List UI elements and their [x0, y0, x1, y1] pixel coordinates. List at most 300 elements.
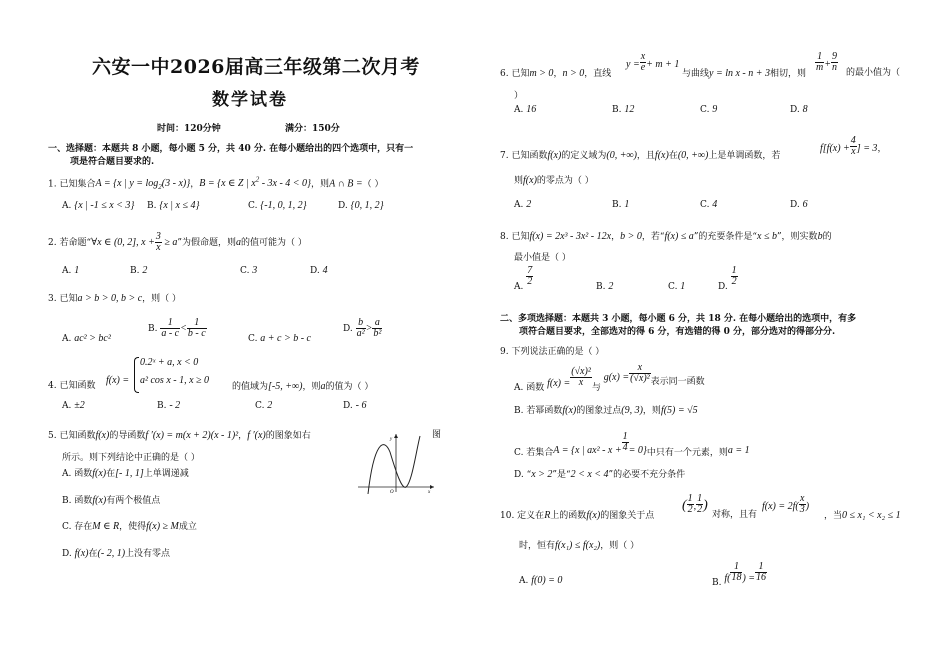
question-10 [500, 510, 654, 522]
q4-var: a [320, 381, 326, 392]
q5-option-a-post: 上单调递减 [143, 469, 189, 479]
q7-text-pre: 7. 已知函数 [500, 151, 548, 161]
q8-c2: x ≤ b [757, 231, 777, 242]
q9-option-d-label: D. “ [514, 470, 532, 480]
q6-line-y: y = [626, 59, 640, 70]
q2-text-pre: 2. 若命题“ [48, 238, 92, 248]
q1-set-b-sup: 2 [255, 176, 260, 184]
q6-line-post: + m + 1 [646, 59, 680, 70]
q8-option-b [596, 281, 613, 292]
q1-option-c [248, 200, 307, 211]
q6-plus: + [824, 59, 831, 70]
q10-fx: f(x) [586, 510, 601, 521]
q10-option-b-rd: 16 [756, 572, 767, 583]
q2-text-post: 的值可能为（ ） [240, 238, 307, 248]
q9-option-c-label: C. 若集合 [514, 448, 554, 458]
q1-set-a [95, 178, 191, 192]
question-6 [500, 68, 611, 80]
q5-tu: 图 [432, 430, 442, 440]
q1-option-c-label: C. [248, 201, 261, 211]
q2-option-c [240, 265, 257, 276]
exam-title: 六安一中2026届高三年级第二次月考 [92, 56, 420, 78]
q6-option-b-value: 12 [624, 104, 635, 115]
q10-option-b-frac [730, 562, 742, 583]
q6-option-d-value: 8 [802, 104, 808, 115]
q6-line2: ） [514, 91, 524, 101]
q8-option-a [514, 265, 533, 292]
q10-text-pre: 10. 定义在 [500, 511, 545, 521]
q6-text-post: 的最小值为（ [846, 68, 901, 78]
q4-text-post: ，则 [302, 382, 321, 392]
q2-prop-post: ≥ a [161, 237, 178, 248]
q10-eq-pre: f(x) = 2f( [762, 501, 799, 512]
q10-line2-pre: 时，恒有 [519, 541, 556, 551]
q7-text-mid3: 在 [668, 151, 678, 161]
q5-option-c-ineq: f(x) ≥ M [146, 521, 179, 532]
q10-option-b-rfrac [755, 562, 767, 583]
q2-frac-d: x [156, 242, 161, 253]
q3-option-d-gt: > [365, 323, 373, 334]
q3-option-a [62, 333, 111, 344]
q8-option-d-label: D. [718, 282, 731, 292]
q8-text-mid2: ”的充要条件是“ [693, 232, 758, 242]
q1-option-b-value: {x | x ≤ 4} [159, 200, 200, 211]
graph-x-label: x [428, 490, 431, 494]
q9-option-a-f: f(x) = [547, 378, 571, 389]
q4-option-b-label: B. [157, 401, 170, 411]
q5-option-c-mid: ，使得 [119, 522, 147, 532]
q7-fx: f(x) [547, 150, 562, 161]
q1-text-pre: 1. 已知集合 [48, 179, 96, 190]
q6-c2: n > 0 [562, 68, 585, 79]
q9-option-b-eq: f(5) = √5 [660, 405, 698, 416]
q7-dom: (0, +∞) [606, 150, 637, 161]
q2-option-a-value: 1 [74, 265, 80, 276]
q6-option-c [700, 104, 717, 115]
q2-option-c-label: C. [240, 266, 253, 276]
q4-text-mid: 的值域为 [232, 382, 269, 392]
q5-option-a [62, 468, 189, 480]
q4-text-pre: 4. 已知函数 [48, 381, 96, 391]
q5-line2: 所示。则下列结论中正确的是（ ） [62, 453, 200, 463]
q9-option-d-post: ”的必要不充分条件 [608, 470, 686, 480]
q3-option-d [343, 318, 382, 339]
q4-case2: a² cos x - 1, x ≥ 0 [140, 375, 210, 386]
q10-option-a [519, 575, 562, 586]
q2-option-d [310, 265, 328, 276]
q8-fx: f(x) = 2x³ - 3x² - 12x [529, 231, 612, 242]
q6-option-d-label: D. [790, 105, 803, 115]
q6-option-c-label: C. [700, 105, 713, 115]
q9-option-c-frac [622, 432, 629, 453]
q10-text-mid2: 的图象关于点 [600, 511, 655, 521]
q2-option-d-value: 4 [322, 265, 328, 276]
q7-text-mid2: ，且 [636, 151, 655, 161]
q3-option-d-n1: b [356, 318, 366, 329]
q7-eq-n: 4 [850, 135, 856, 146]
q7-option-c-value: 4 [712, 199, 718, 210]
q6-text-mid3: 相切，则 [770, 69, 807, 79]
q9-option-b-mid: 的图象过点 [576, 406, 622, 416]
q6-e-d1: m [816, 62, 824, 73]
q7-dom2: (0, +∞) [677, 150, 709, 161]
q7-line2 [514, 175, 594, 187]
q10-r: R [544, 510, 551, 521]
q8-option-c-label: C. [668, 282, 681, 292]
q7-equation [820, 136, 886, 157]
q3-option-c-value: a + c > b - c [260, 333, 311, 344]
q5-option-c-m: M ∈ R [92, 521, 120, 532]
q2-frac-n: 3 [155, 231, 161, 242]
q10-option-b-d: 18 [731, 572, 742, 583]
q4-option-d [343, 400, 366, 411]
q2-frac [155, 232, 162, 253]
q9-option-a-fn: (√x)² [571, 366, 591, 377]
q10-option-a-label: A. [519, 576, 532, 586]
q7-line2-f: f(x) [523, 175, 537, 186]
q1-comma: ， [190, 179, 200, 190]
q1-set-b-main: B = {x ∈ Z | x [199, 178, 256, 190]
q5-option-a-label: A. 函数 [62, 469, 93, 479]
q4-option-d-label: D. [343, 401, 356, 411]
q5-option-b-label: B. 函数 [62, 496, 93, 506]
q9-option-a [514, 362, 705, 393]
q7-option-a [514, 199, 531, 210]
q7-fx2: f(x) [654, 150, 669, 161]
q9-option-a-label: A. 函数 [514, 383, 545, 393]
q1-text-post: ，则 [311, 179, 330, 190]
q7-text-mid: 的定义域为 [561, 151, 607, 161]
q6-line-d: e [640, 62, 646, 73]
q6-e-n2: 9 [831, 51, 837, 62]
q9-option-d-mid: ”是“ [552, 470, 571, 480]
q7-option-d [790, 199, 808, 210]
q3-option-b-d1: a - c [161, 328, 180, 339]
q6-option-d [790, 104, 808, 115]
q7-eq-d: x [851, 146, 856, 157]
q4-option-b [157, 400, 180, 411]
exam-time: 时间：120分钟 [157, 124, 221, 134]
q7-option-a-label: A. [514, 200, 527, 210]
q10-point: ( $\frac{1}{2}$ , $\frac{1}{2}$ ) [682, 493, 708, 515]
q3-option-d-label: D. [343, 324, 356, 334]
q10-eq-d: 3 [799, 504, 805, 515]
q6-frac2 [831, 52, 838, 73]
q8-var: b [817, 231, 823, 242]
q8-option-a-frac [526, 266, 533, 287]
q5-option-c-label: C. 存在 [62, 522, 93, 532]
q3-option-c-label: C. [248, 334, 261, 344]
q6-e-n1: 1 [815, 52, 824, 63]
q8-option-b-value: 2 [608, 281, 614, 292]
q8-option-d-n: 1 [731, 265, 737, 276]
q10-pt-d1: 2 [687, 504, 693, 515]
q7-option-d-value: 6 [802, 199, 808, 210]
q4-option-b-value: - 2 [169, 400, 181, 411]
q4-text-end: 的值为（ ） [325, 382, 374, 392]
q2-var: a [235, 237, 241, 248]
q9-option-c [514, 431, 750, 458]
q9-option-a-gfrac [629, 363, 651, 384]
q8-text-post: 的 [822, 232, 832, 242]
q10-text-mid3: 对称，且有 [712, 510, 758, 520]
q5-option-d-in: 在 [88, 549, 98, 559]
q5-option-d-int: (- 2, 1) [97, 548, 126, 559]
q3-option-a-label: A. [62, 334, 75, 344]
q1-set-a-sub: 2 [158, 183, 162, 192]
q6-line-n: x [640, 51, 646, 62]
q7-option-b-value: 1 [624, 199, 630, 210]
q10-pt-n2: 1 [697, 493, 703, 504]
graph-y-arrow [394, 434, 398, 438]
q1-option-a-value: {x | -1 ≤ x < 3} [74, 200, 135, 211]
q6-c1: m > 0 [529, 68, 554, 79]
q3-option-d-d2: b² [373, 328, 382, 339]
q7-option-c-label: C. [700, 200, 713, 210]
q7-line2-post: 的零点为（ ） [536, 176, 594, 186]
q3-option-b-d2: b - c [187, 328, 206, 339]
section1-heading-line1: 一、选择题：本题共 8 小题，每小题 5 分，共 40 分. 在每小题给出的四个选项中，只有一 [48, 144, 414, 154]
q9-option-b-pt: (9, 3) [621, 405, 643, 416]
q4-range: [-5, +∞) [268, 381, 303, 392]
q5-option-c-post: 成立 [178, 522, 197, 532]
q6-frac1 [815, 52, 824, 73]
q9-option-b-then: ，则 [642, 406, 661, 416]
q10-pt-d2: 2 [697, 504, 703, 515]
q9-option-b-f: f(x) [562, 405, 577, 416]
q10-option-a-value: f(0) = 0 [531, 575, 563, 586]
q7-eq-frac [850, 136, 857, 157]
q10-line2-ineq: f(x₁) ≤ f(x₂) [555, 540, 601, 551]
q4-text-rest [232, 381, 373, 393]
q2-option-b-value: 2 [142, 265, 148, 276]
q6-option-a-value: 16 [526, 104, 537, 115]
question-4-text [48, 381, 95, 392]
graph-origin-label: O [390, 490, 394, 494]
q1-set-a-main: A = {x | y = log [95, 178, 159, 190]
q1-set-a-post: (3 - x)} [161, 178, 191, 190]
graph-x-arrow [430, 485, 434, 489]
q8-option-a-n: 7 [527, 265, 533, 276]
q2-option-a [62, 265, 79, 276]
q1-option-b-label: B. [147, 201, 160, 211]
q1-paren: （ ） [362, 179, 384, 190]
q4-option-d-value: - 6 [355, 400, 367, 411]
q9-option-d-c2: 2 < x < 4 [570, 469, 609, 480]
q5-option-b [62, 495, 160, 507]
q4-fx: f(x) = [106, 375, 130, 386]
q10-eq-frac [799, 494, 806, 515]
q8-option-c-value: 1 [680, 281, 686, 292]
q2-option-a-label: A. [62, 266, 75, 276]
q2-option-c-value: 3 [252, 265, 258, 276]
question-9: 9. 下列说法正确的是（ ） [500, 347, 605, 357]
q8-c1: f(x) ≤ a [664, 231, 694, 242]
q3-cond: a > b > 0, b > c [77, 293, 143, 304]
q1-set-b [199, 178, 311, 189]
q1-set-b-post: - 3x - 4 < 0} [259, 178, 312, 190]
q5-deriv: f ′(x) = m(x + 2)(x - 1)² [145, 430, 239, 441]
q7-option-b-label: B. [612, 200, 625, 210]
q6-text-pre: 6. 已知 [500, 69, 530, 79]
q3-text-pre: 3. 已知 [48, 294, 78, 304]
q5-option-d [62, 548, 170, 560]
q2-option-d-label: D. [310, 266, 323, 276]
q9-option-c-n: 1 [622, 431, 628, 442]
q6-line-eq [626, 52, 679, 73]
q3-option-d-frac1 [356, 318, 366, 339]
question-1 [48, 175, 383, 193]
q4-option-a-value: ±2 [74, 400, 85, 411]
q10-option-b-rn: 1 [755, 562, 767, 573]
q5-derivative-graph [356, 432, 436, 494]
q9-option-c-mid: 中只有一个元素，则 [646, 448, 728, 458]
section2-heading-line2: 项符合题目要求，全部选对的得 6 分，有选错的得 0 分，部分选对的得部分分. [519, 327, 836, 337]
q7-option-b [612, 199, 629, 210]
q9-option-a-with: 与 [591, 383, 601, 393]
q7-eq-pre: f[f(x) + [820, 143, 850, 154]
q10-option-b-pre: f( [724, 573, 731, 584]
q2-prop: ∀x ∈ (0, 2], x + [91, 237, 155, 248]
q5-option-b-post: 有两个极值点 [106, 496, 161, 506]
q4-case1: 0.2ˣ + a, x < 0 [140, 357, 199, 368]
q5-option-d-label: D. [62, 549, 75, 559]
q5-option-d-post: 上没有零点 [125, 549, 171, 559]
q3-text-post: ，则（ ） [142, 294, 182, 304]
q3-option-a-value: ac² > bc² [74, 333, 111, 344]
q8-text-pre: 8. 已知 [500, 232, 530, 242]
q8-option-c [668, 281, 685, 292]
q8-option-a-d: 2 [527, 276, 533, 287]
q10-text-mid4 [824, 510, 901, 522]
q5-text-post: 的图象如右 [265, 431, 311, 441]
q6-option-a-label: A. [514, 105, 527, 115]
q6-option-a [514, 104, 536, 115]
q7-option-c [700, 199, 717, 210]
q5-text-mid: 的导函数 [109, 431, 146, 441]
q7-text-mid4: 上是单调函数，若 [708, 151, 781, 161]
q6-text-mid: ，直线 [584, 69, 612, 79]
q10-eq-n: x [800, 493, 805, 504]
q3-option-d-frac2 [372, 318, 382, 339]
q5-text-pre: 5. 已知函数 [48, 431, 96, 441]
q10-option-b [712, 561, 767, 588]
q7-comma: ， [877, 144, 887, 154]
q9-option-c-set: A = {x | ax² - x + [553, 445, 622, 456]
q8-line2: 最小值是（ ） [514, 253, 571, 263]
q10-text-mid: 上的函数 [550, 511, 587, 521]
exam-score: 满分：150分 [285, 124, 340, 134]
question-8 [500, 231, 832, 243]
q7-eq-post: ] = 3 [856, 143, 878, 154]
q10-text-mid4-text: ，当 [824, 511, 843, 521]
q6-curve: y = ln x - n + 3 [709, 68, 770, 79]
q1-expr: A ∩ B = [329, 178, 363, 190]
q6-text-rest [682, 68, 806, 80]
q6-e-d2: n [831, 62, 837, 73]
q10-cond: 0 ≤ x₁ < x₂ ≤ 1 [842, 510, 901, 521]
q7-option-a-value: 2 [526, 199, 532, 210]
q9-option-d [514, 469, 685, 481]
q3-option-b-n1: 1 [160, 318, 180, 329]
q9-option-a-fd: x [578, 377, 584, 388]
q6-option-b [612, 104, 634, 115]
q9-option-a-gn: x [629, 363, 651, 374]
q9-option-d-c1: x > 2 [531, 469, 553, 480]
q3-option-d-d1: a² [356, 328, 365, 339]
q8-option-d-d: 2 [731, 276, 737, 287]
q5-option-a-int: [- 1, 1] [115, 468, 144, 479]
q4-brace [134, 357, 139, 393]
q5-option-b-f: f(x) [92, 495, 107, 506]
q5-fpx: f ′(x) [247, 430, 266, 441]
q6-text-mid2: 与曲线 [682, 69, 710, 79]
q9-option-c-set-post: = 0} [628, 445, 647, 456]
q10-equation [762, 494, 809, 515]
question-5 [48, 430, 311, 442]
q9-option-b [514, 405, 698, 417]
q5-option-d-f: f(x) [74, 548, 89, 559]
q9-option-a-g: g(x) = [603, 372, 630, 383]
q8-option-d [718, 265, 738, 292]
q3-option-b-frac1 [160, 318, 180, 339]
q10-line2-post: ，则（ ） [600, 541, 640, 551]
q5-fx: f(x) [95, 430, 110, 441]
q5-option-a-f: f(x) [92, 468, 107, 479]
q1-option-a [62, 200, 134, 211]
q6-option-c-value: 9 [712, 104, 718, 115]
q3-option-b-label: B. [148, 324, 161, 334]
q8-sep: ， [611, 232, 621, 242]
question-2 [48, 232, 307, 253]
q4-option-a [62, 400, 85, 411]
q9-option-a-ffrac [570, 367, 592, 388]
q7-line2-pre: 则 [514, 176, 524, 186]
q9-option-c-eq: a = 1 [727, 445, 750, 456]
q5-option-a-in: 在 [106, 469, 116, 479]
q10-option-b-label: B. [712, 578, 725, 588]
graph-curve [368, 436, 420, 494]
q4-option-c-label: C. [255, 401, 268, 411]
q1-option-a-label: A. [62, 201, 75, 211]
q9-option-a-gd: (√x)² [630, 373, 650, 384]
q1-option-c-value: {-1, 0, 1, 2} [260, 200, 307, 211]
q1-option-d-label: D. [338, 201, 351, 211]
q3-option-b-n2: 1 [187, 318, 207, 329]
q8-option-a-label: A. [514, 282, 527, 292]
q9-option-b-label: B. 若幂函数 [514, 406, 563, 416]
q10-option-b-n: 1 [730, 562, 742, 573]
q6-sep: ， [553, 69, 563, 79]
q3-option-c [248, 333, 311, 344]
exam-subtitle: 数学试卷 [212, 90, 288, 110]
q5-text-mid2: ， [238, 431, 248, 441]
q5-option-c [62, 521, 197, 533]
q10-pt-n1: 1 [687, 493, 693, 504]
q8-option-b-label: B. [596, 282, 609, 292]
q2-option-b [130, 265, 147, 276]
q6-option-b-label: B. [612, 105, 625, 115]
q3-option-b-lt: < [180, 323, 187, 334]
section2-heading-line1: 二、多项选择题：本题共 3 小题，每小题 6 分，共 18 分. 在每小题给出的选项中，有多 [500, 314, 857, 324]
q9-option-a-post: 表示同一函数 [650, 377, 705, 387]
q1-option-d [338, 200, 384, 211]
q1-option-d-value: {0, 1, 2} [350, 200, 384, 211]
q3-option-b-frac2 [187, 318, 207, 339]
q1-option-b [147, 200, 199, 211]
section1-heading-line2: 项是符合题目要求的. [70, 157, 155, 167]
q6-expression [815, 52, 838, 73]
